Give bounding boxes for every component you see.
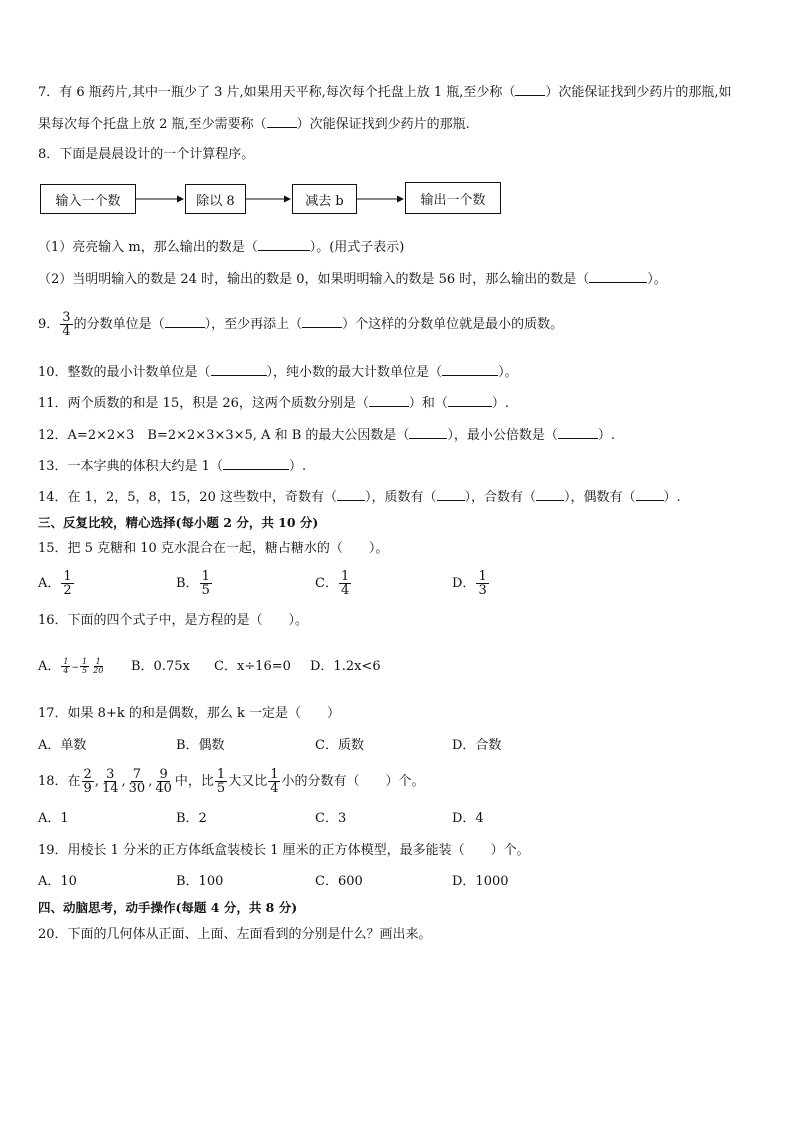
q7-line2-text-a: 果每次每个托盘上放 2 瓶,至少需要称（ [38, 117, 267, 132]
frac-num: 3 [106, 767, 115, 782]
flow-box-output: 输出一个数 [405, 182, 501, 214]
frac-num: 1 [95, 657, 101, 666]
q9-blank-2[interactable] [302, 315, 342, 328]
q14 [38, 488, 681, 507]
frac-den: 14 [101, 781, 119, 796]
q17-option-c[interactable]: C．质数 [315, 738, 364, 753]
q7-line1 [38, 83, 732, 102]
q15-option-c-fraction [339, 570, 351, 597]
q16-option-b[interactable]: B．0.75x [131, 659, 190, 674]
q9-text-a: 的分数单位是（ [73, 317, 165, 332]
q18-frac-4 [153, 768, 174, 795]
q7-blank-2[interactable] [267, 115, 297, 128]
q19-option-b[interactable]: B．100 [176, 874, 224, 889]
q10-blank-2[interactable] [442, 363, 498, 376]
q12-text-c: ）. [597, 428, 616, 443]
q15-option-b-label: B． [176, 576, 199, 591]
q8-sub1-text-a: （1）亮亮输入 m，那么输出的数是（ [38, 240, 258, 255]
frac-den: 2 [63, 583, 72, 598]
frac-num: 1 [270, 767, 279, 782]
q16-option-a-label: A． [38, 659, 61, 674]
q18-option-b[interactable]: B．2 [176, 811, 207, 826]
q18-frac-high [268, 768, 280, 795]
q14-blank-1[interactable] [337, 488, 365, 501]
q18-frac-1 [82, 768, 94, 795]
q8-sub1 [38, 238, 404, 257]
q16-frac-1 [61, 658, 70, 675]
frac-num: 1 [340, 569, 350, 584]
frac-den: 5 [82, 666, 88, 675]
q12 [38, 426, 615, 445]
q16-frac-2 [80, 658, 89, 675]
q13-text-b: ）. [288, 459, 307, 474]
q18-frac-2 [100, 768, 121, 795]
q15-option-b[interactable] [176, 566, 213, 602]
q9-frac-num: 3 [62, 310, 71, 325]
frac-den: 4 [340, 583, 350, 598]
q16-option-a[interactable] [38, 652, 106, 683]
frac-den: 9 [83, 781, 92, 796]
q8-sub2 [38, 270, 667, 289]
q19-option-a[interactable]: A．10 [38, 874, 77, 889]
q18-option-a[interactable]: A．1 [38, 811, 69, 826]
q14-text-c: ），合数有（ [464, 490, 537, 505]
q10-text-b: ），纯小数的最大计数单位是（ [266, 365, 443, 380]
q15-option-d[interactable] [452, 566, 490, 602]
q11 [38, 394, 509, 413]
q7-line1-text-a: 7．有 6 瓶药片,其中一瓶少了 3 片,如果用天平称,每次每个托盘上放 1 瓶,至少称（ [38, 85, 516, 100]
q18-text-mid-b: 大又比 [228, 774, 268, 789]
q15-option-c[interactable] [315, 566, 352, 602]
q18-text-tail: 小的分数有（ ）个。 [281, 774, 425, 789]
q15-option-d-label: D． [452, 576, 476, 591]
q18-number: 18．在 [38, 774, 81, 789]
frac-num: 9 [159, 767, 168, 782]
q10-text-a: 10．整数的最小计数单位是（ [38, 365, 211, 380]
q14-text-b: ），质数有（ [364, 490, 437, 505]
q15-option-a-fraction [61, 570, 73, 597]
q9-blank-1[interactable] [165, 315, 205, 328]
q14-blank-2[interactable] [437, 488, 465, 501]
q15-option-b-fraction [200, 570, 212, 597]
q20-stem: 20．下面的几何体从正面、上面、左面看到的分别是什么？画出来。 [38, 927, 432, 942]
q7-line2-text-b: ）次能保证找到少药片的那瓶. [296, 117, 470, 132]
q15-option-a-label: A． [38, 576, 61, 591]
q11-blank-1[interactable] [369, 394, 409, 407]
q16-frac-3 [91, 658, 105, 675]
q13-blank-1[interactable] [223, 457, 289, 470]
q19-option-d[interactable]: D．1000 [452, 874, 509, 889]
q7-blank-1[interactable] [515, 83, 545, 96]
q17-stem: 17．如果 8+k 的和是偶数，那么 k 一定是（ ） [38, 706, 340, 721]
q18-option-c[interactable]: C．3 [315, 811, 347, 826]
section-3-heading: 三、反复比较，精心选择(每小题 2 分，共 10 分) [38, 515, 319, 530]
q9 [38, 307, 563, 343]
frac-den: 30 [128, 781, 146, 796]
q8-blank-1[interactable] [258, 238, 310, 251]
frac-num: 1 [63, 657, 69, 666]
flow-box-subtract: 减去 b [292, 184, 357, 214]
section-4-heading: 四、动脑思考，动手操作(每题 4 分，共 8 分) [38, 900, 298, 915]
q8-sub2-text-a: （2）当明明输入的数是 24 时，输出的数是 0，如果明明输入的数是 56 时，那么输出的数是（ [38, 272, 590, 287]
q9-number: 9． [38, 317, 60, 332]
q18-option-d[interactable]: D．4 [452, 811, 484, 826]
q14-blank-3[interactable] [536, 488, 564, 501]
q17-option-d[interactable]: D．合数 [452, 738, 502, 753]
q11-text-c: ）. [491, 396, 510, 411]
q8-blank-2[interactable] [589, 270, 647, 283]
q14-text-d: ），偶数有（ [564, 490, 636, 505]
frac-den: 4 [270, 781, 279, 796]
frac-den: 4 [63, 666, 69, 675]
q12-text-b: ），最小公倍数是（ [447, 428, 558, 443]
q16-operator: − [71, 663, 80, 673]
q15-option-c-label: C． [315, 576, 338, 591]
flow-box-divide: 除以 8 [185, 184, 246, 214]
frac-den: 40 [155, 781, 172, 796]
q19-option-c[interactable]: C．600 [315, 874, 363, 889]
q11-blank-2[interactable] [448, 394, 492, 407]
frac-num: 2 [83, 767, 92, 782]
q17-option-a[interactable]: A．单数 [38, 738, 87, 753]
q18-text-mid-a: 中，比 [174, 774, 214, 789]
q9-text-b: ），至少再添上（ [204, 317, 303, 332]
frac-num: 1 [478, 569, 487, 584]
q9-frac-den: 4 [62, 324, 71, 339]
q14-blank-4[interactable] [636, 488, 664, 501]
q8-title: 8．下面是晨晨设计的一个计算程序。 [38, 147, 255, 162]
q14-text-a: 14．在 1，2，5，8，15，20 这些数中，奇数有（ [38, 490, 337, 505]
q8-sub1-text-b: ）。(用式子表示) [309, 240, 405, 255]
q11-text-a: 11．两个质数的和是 15，积是 26，这两个质数分别是（ [38, 396, 369, 411]
q10 [38, 363, 518, 382]
q12-text-a: 12．A=2×2×3 B=2×2×3×3×5, A 和 B 的最大公因数是（ [38, 428, 410, 443]
q15-stem: 15．把 5 克糖和 10 克水混合在一起，糖占糖水的（ ）。 [38, 541, 389, 556]
q12-blank-2[interactable] [558, 426, 598, 439]
flow-box-input: 输入一个数 [40, 184, 136, 214]
frac-den: 5 [216, 781, 226, 796]
q7-line1-text-b: ）次能保证找到少药片的那瓶,如 [545, 85, 732, 100]
frac-num: 1 [82, 657, 88, 666]
q14-text-e: ）. [663, 490, 681, 505]
frac-num: 1 [201, 569, 210, 584]
q16-stem: 16．下面的四个式子中，是方程的是（ ）。 [38, 613, 309, 628]
frac-num: 1 [63, 569, 72, 584]
q8-sub2-text-b: ）。 [647, 272, 667, 287]
q19-stem: 19．用棱长 1 分米的正方体纸盒装棱长 1 厘米的正方体模型，最多能装（ ）个。 [38, 843, 530, 858]
q18-frac-low [215, 768, 227, 795]
q18-stem: 18．在 $\frac{2}{9}$ , $\frac{3}{14}$ , $\frac{7}{30}$ , $\frac{9}{40}$ 中，比 $\frac{1}{5}$ 大又比 $\frac{1}{4}$ 小的分数有（ ）个。 [38, 767, 425, 796]
q11-text-b: ）和（ [408, 396, 448, 411]
q13 [38, 457, 306, 476]
q10-blank-1[interactable] [211, 363, 267, 376]
frac-num: 7 [132, 767, 142, 782]
q9-text-c: ）个这样的分数单位就是最小的质数。 [342, 317, 564, 332]
q15-option-a[interactable] [38, 566, 75, 602]
frac-den: 5 [201, 583, 210, 598]
q12-blank-1[interactable] [409, 426, 447, 439]
frac-den: 3 [478, 583, 487, 598]
q16-option-d[interactable]: D．1.2x<6 [310, 659, 381, 674]
frac-den: 20 [93, 666, 104, 675]
q15-option-d-fraction [476, 570, 488, 597]
q16-option-c[interactable]: C．x÷16=0 [214, 659, 291, 674]
q10-text-c: ）。 [498, 365, 518, 380]
q18-frac-3 [127, 768, 148, 795]
q17-option-b[interactable]: B．偶数 [176, 738, 225, 753]
q7-line2 [38, 115, 470, 134]
q9-fraction [60, 311, 72, 338]
q13-text-a: 13．一本字典的体积大约是 1（ [38, 459, 223, 474]
frac-num: 1 [216, 767, 226, 782]
